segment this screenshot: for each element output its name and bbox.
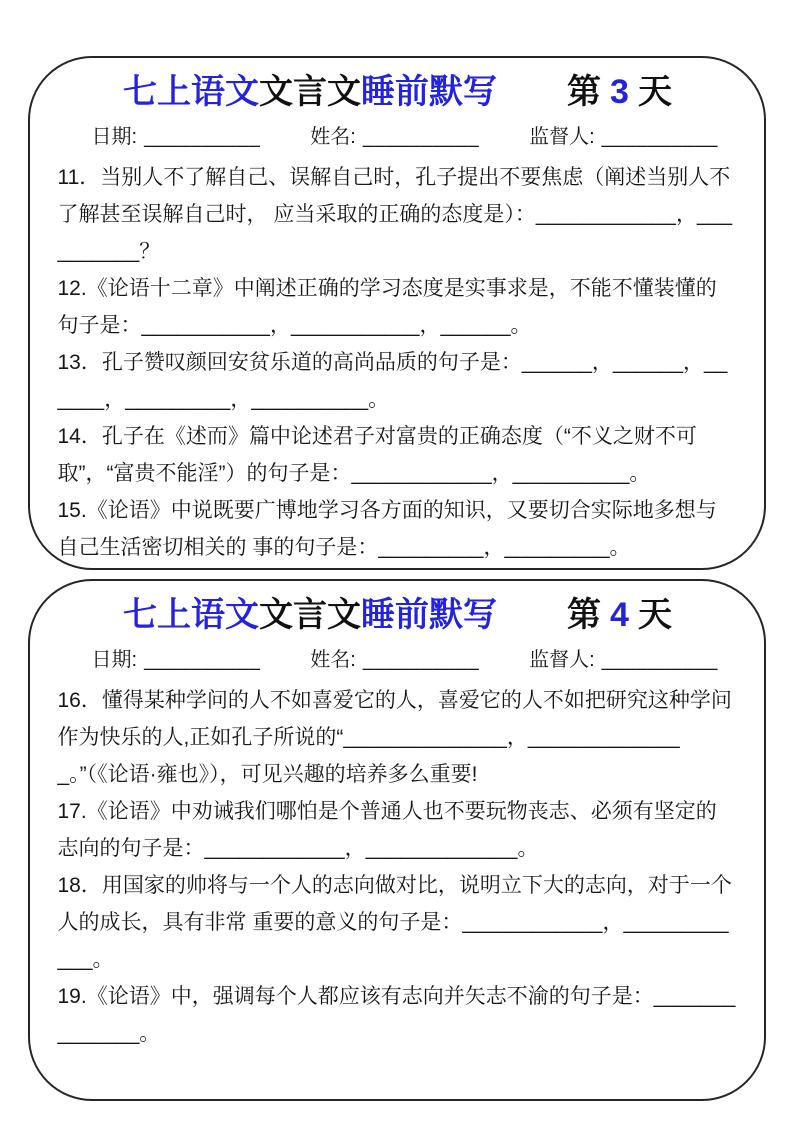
title-activity: 睡前默写 [361,73,498,111]
supervisor-label: 监督人: [529,126,595,148]
day-3-questions [58,159,738,566]
question-13: 13．孔子赞叹颜回安贫乐道的高尚品质的句子是：______，______，______，_________，__________。 [57,351,728,411]
supervisor-field [529,124,718,150]
question-18: 18．用国家的帅将与一个人的志向做对比，说明立下大的志向，对于一个人的成长，具有非常 重要的意义的句子是：____________，____________。 [57,874,732,971]
day-indicator [567,591,672,639]
name-field [310,647,479,673]
day-4-card [28,579,766,1101]
day-4-questions [58,682,738,1052]
question-11: 11．当别人不了解自己、误解自己时，孔子提出不要焦虑（阐述当别人不了解甚至误解自己时， 应当采取的正确的态度是）：____________，__________？ [57,166,733,263]
day-3-card [28,56,766,570]
supervisor-field [529,647,718,673]
day-indicator [567,68,672,116]
day-prefix: 第 [567,596,602,634]
name-label: 姓名: [310,126,356,148]
question-14: 14．孔子在《述而》篇中论述君子对富贵的正确态度（“不义之财不可取”，“富贵不能淫”）的句子是：____________，__________。 [57,425,697,485]
day-3-card-title [58,68,738,116]
date-field [92,647,261,673]
title-main [123,68,497,116]
day-3-header-fields [92,124,738,150]
question-16: 16．懂得某种学问的人不如喜爱它的人，喜爱它的人不如把研究这种学问作为快乐的人,正如孔子所说的“______________，______________。”（《论语·雍也》），可见兴趣的培养多么重要! [57,689,732,786]
question-15: 15.《论语》中说既要广博地学习各方面的知识，又要切合实际地多想与自己生活密切相关的 事的句子是：_________，_________。 [57,499,717,559]
date-blank: __________ [144,649,261,671]
day-number: 3 [610,73,629,111]
supervisor-label: 监督人: [529,649,595,671]
title-activity: 睡前默写 [361,596,498,634]
name-blank: __________ [362,649,480,671]
name-blank: __________ [362,126,480,148]
question-12: 12.《论语十二章》中阐述正确的学习态度是实事求是，不能不懂装懂的句子是：___________，___________，______。 [57,277,717,337]
name-field [310,124,479,150]
date-blank: __________ [144,126,261,148]
date-label: 日期: [91,126,138,148]
date-label: 日期: [91,649,138,671]
day-suffix: 天 [637,596,672,634]
name-label: 姓名: [310,649,356,671]
supervisor-blank: __________ [601,649,718,671]
title-subject: 七上语文 [123,73,260,111]
supervisor-blank: __________ [601,126,718,148]
day-prefix: 第 [567,73,602,111]
question-17: 17.《论语》中劝诫我们哪怕是个普通人也不要玩物丧志、必须有坚定的志向的句子是：____________，_____________。 [57,800,717,860]
day-4-header-fields [92,647,738,673]
title-subject: 七上语文 [123,596,260,634]
title-main [123,591,497,639]
date-field [92,124,261,150]
day-number: 4 [610,596,629,634]
day-suffix: 天 [637,73,672,111]
day-4-card-title [58,591,738,639]
question-19: 19.《论语》中，强调每个人都应该有志向并矢志不渝的句子是：______________。 [57,985,736,1045]
title-genre: 文言文 [259,73,362,111]
title-genre: 文言文 [259,596,362,634]
